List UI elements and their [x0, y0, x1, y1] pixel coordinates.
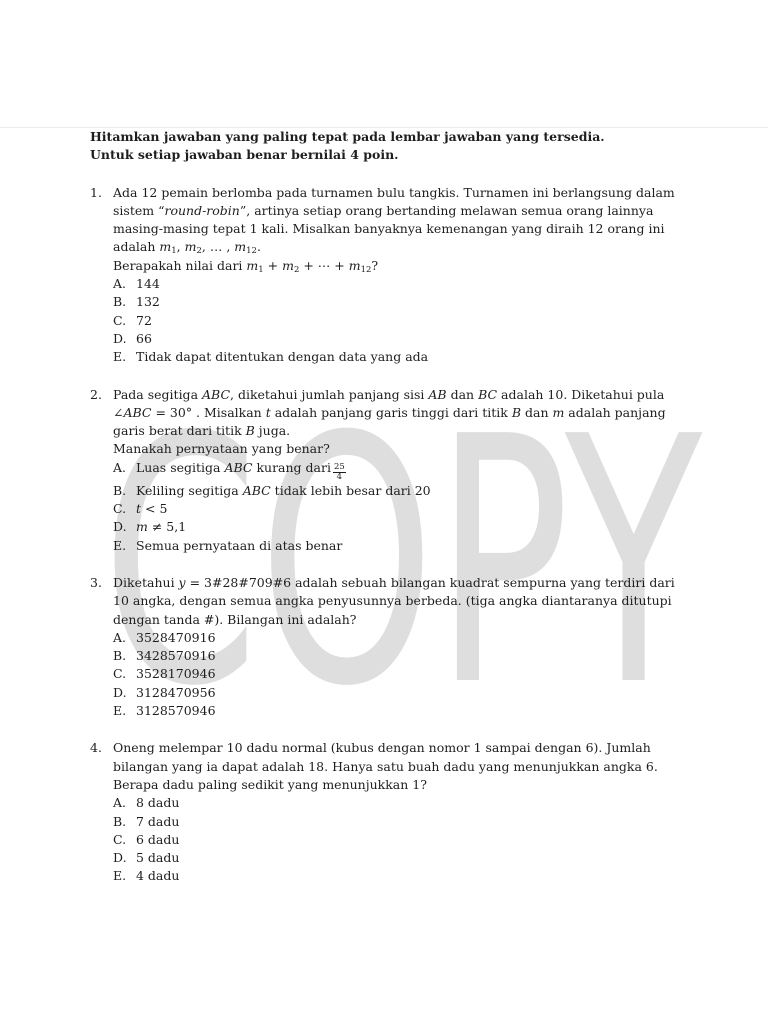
option-a: A. 3528470916	[113, 629, 216, 645]
option-d: D. 66	[113, 330, 152, 346]
question-4	[90, 739, 690, 885]
option-e: E. 4 dadu	[113, 868, 180, 884]
question-ask: Berapakah nilai dari $m_1 + m_2$ + ⋯ + $m_{12}$?	[113, 257, 379, 275]
option-c: C. 72	[113, 312, 152, 328]
fraction: $\frac{25}{4}$	[333, 461, 345, 482]
instruction-line-1: Hitamkan jawaban yang paling tepat pada lembar jawaban yang tersedia.	[90, 129, 605, 144]
instruction-line-2: Untuk setiap jawaban benar bernilai 4 poin.	[90, 147, 399, 163]
option-a: A. 144	[113, 276, 160, 292]
option-e: E. 3128570946	[113, 703, 216, 719]
question-number: 3.	[90, 574, 102, 590]
option-c: C. 3528170946	[113, 666, 216, 682]
question-text: Oneng melempar 10 dadu normal (kubus dengan nomor 1 sampai dengan 6). Jumlah bilangan yang ia dapat adalah 18. Hanya satu buah dadu yang menunjukkan angka 6. Berapa dadu paling sedikit yang menunjukkan 1?	[113, 740, 658, 792]
option-c: C. 6 dadu	[113, 831, 180, 847]
exam-page	[90, 128, 690, 886]
option-b: B. 7 dadu	[113, 813, 180, 829]
option-d: D. 3128470956	[113, 684, 216, 700]
option-d: D. 5 dadu	[113, 850, 180, 866]
question-1	[90, 184, 690, 367]
question-2	[90, 386, 690, 555]
question-text: Ada 12 pemain berlomba pada turnamen bulu tangkis. Turnamen ini berlangsung dalam sistem “round-robin”, artinya setiap orang bertanding melawan semua orang lainnya masing-masing tepat 1 kali. Misalkan banyaknya kemenangan yang diraih 12 orang ini adalah $m_1$, $m_2$, … , $m_{12}$.	[113, 184, 675, 257]
option-b: B. 132	[113, 294, 160, 310]
option-b: B. 3428570916	[113, 648, 216, 664]
option-c: C. t < 5	[113, 501, 168, 517]
question-text: Diketahui y = 3#28#709#6 adalah sebuah bilangan kuadrat sempurna yang terdiri dari 10 angka, dengan semua angka penyusunnya berbeda. (tiga angka diantaranya ditutupi dengan tanda #). Bilangan ini adalah?	[113, 574, 675, 627]
option-a: A. Luas segitiga ABC kurang dari $\frac{25}{4}$	[113, 459, 345, 482]
option-b: B. Keliling segitiga ABC tidak lebih besar dari 20	[113, 482, 431, 498]
watermark-text: COPY	[102, 365, 706, 692]
option-a: A. 8 dadu	[113, 795, 180, 811]
question-number: 2.	[90, 386, 102, 402]
question-3	[90, 574, 690, 720]
question-number: 4.	[90, 740, 102, 756]
option-d: D. m ≠ 5,1	[113, 519, 187, 535]
question-ask: Manakah pernyataan yang benar?	[113, 441, 330, 457]
question-text: Pada segitiga ABC, diketahui jumlah panjang sisi AB dan BC adalah 10. Diketahui pula ∠ABC = 30° . Misalkan t adalah panjang garis tinggi dari titik B dan m adalah panjang garis berat dari titik B juga.	[113, 386, 666, 439]
option-e: E. Semua pernyataan di atas benar	[113, 537, 343, 553]
option-e: E. Tidak dapat ditentukan dengan data yang ada	[113, 349, 429, 365]
question-number: 1.	[90, 184, 102, 200]
